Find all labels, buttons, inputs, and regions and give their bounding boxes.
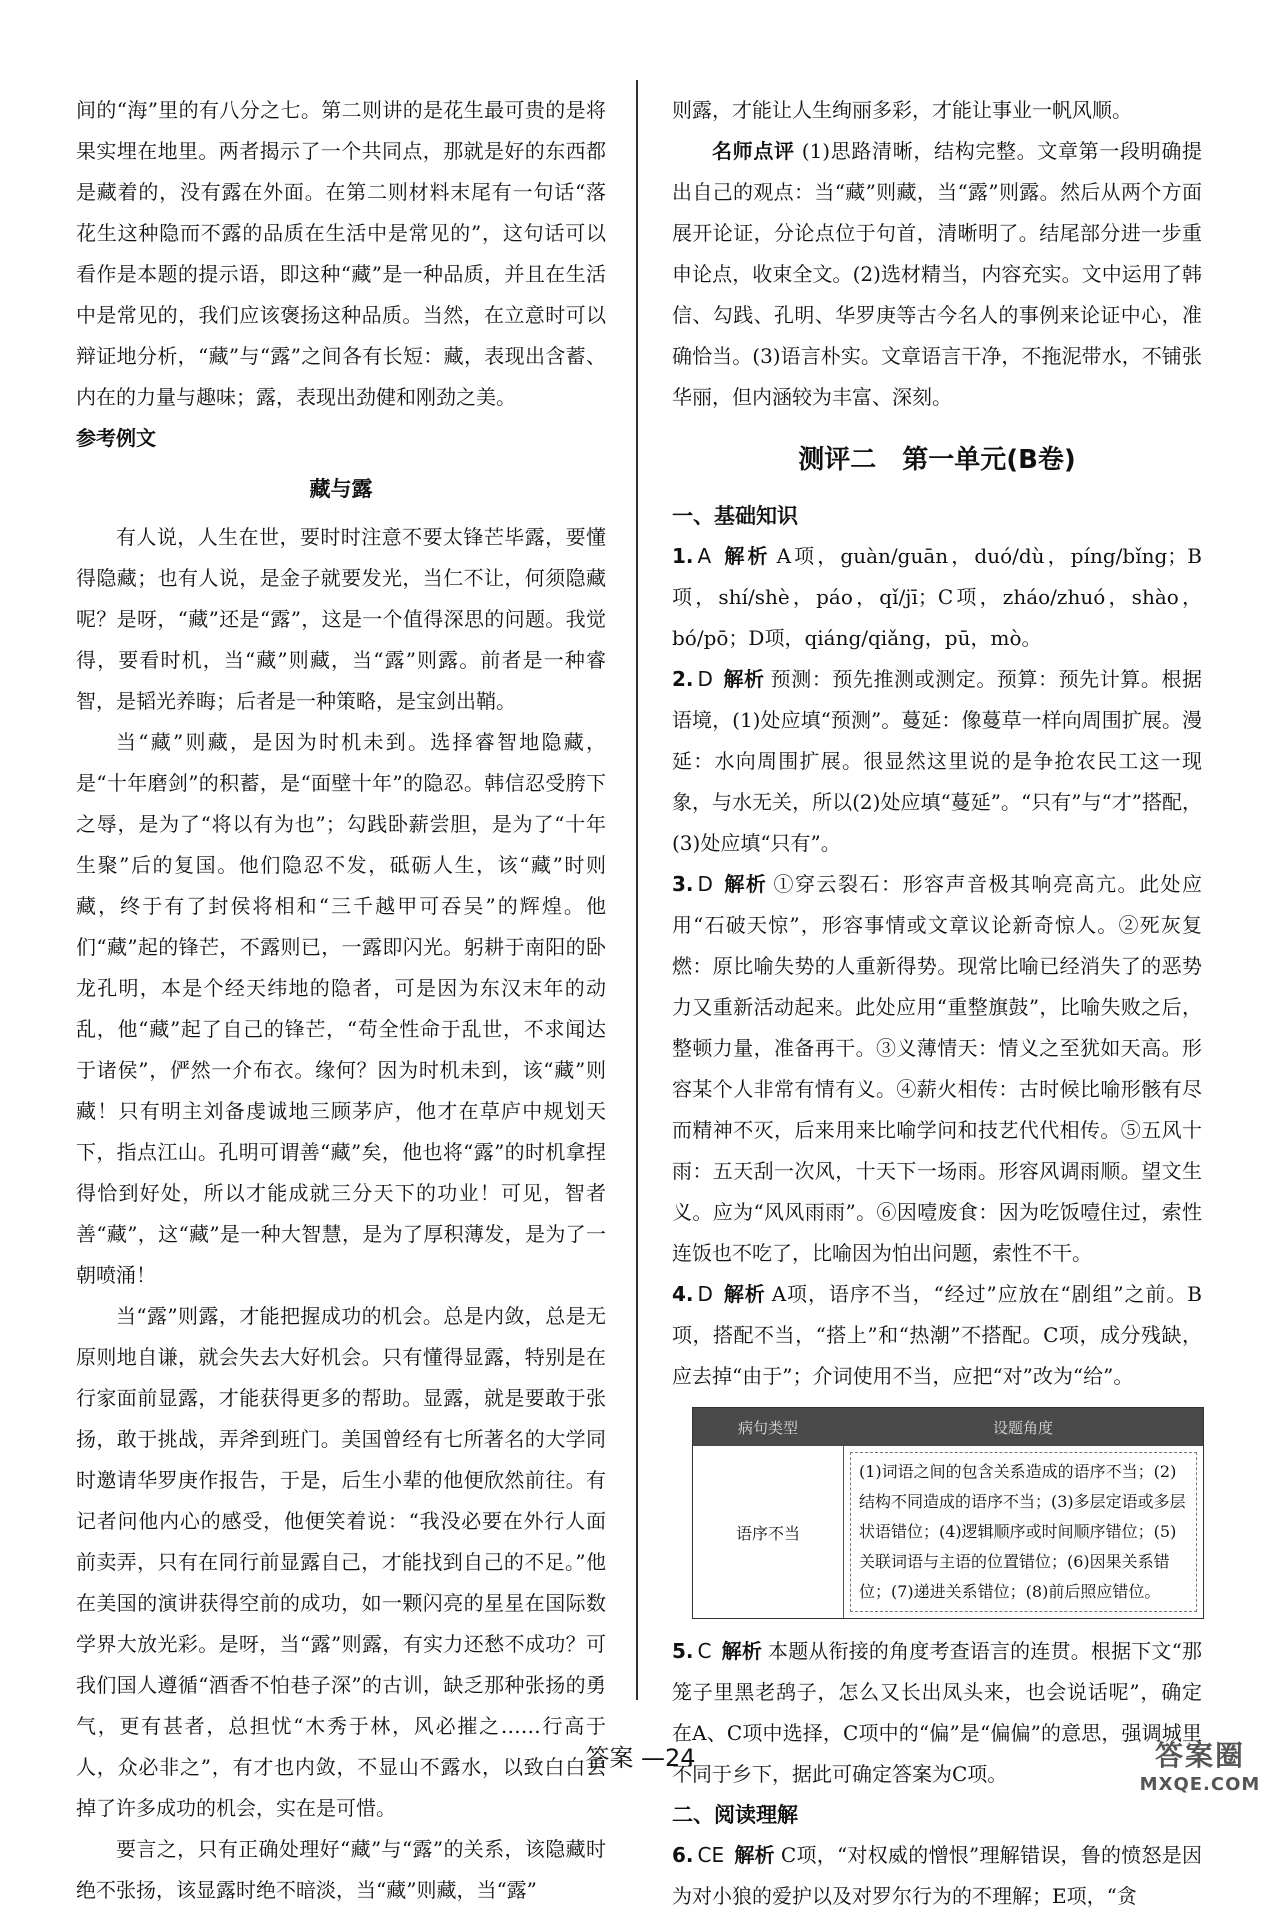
sentence-error-table [692,1407,1204,1619]
column-divider [636,80,638,1700]
question-1: 1. A 解析 A项，guàn/guān，duó/dù，píng/bǐng；B项，shí/shè，páo，qǐ/jī；C项，zháo/zhuó，shào，bó/pō；D项，qiáng/qiǎng，pū，mò。 [672,544,1202,650]
question-2: 2. D 解析 预测：预先推测或测定。预算：预先计算。根据语境，(1)处应填“预测”。蔓延：像蔓草一样向周围扩展。漫延：水向周围扩展。很显然这里说的是争抢农民工这一现象，与水无关，所以(2)处应填“蔓延”。“只有”与“才”搭配，(3)处应填“只有”。 [672,667,1203,855]
question-4: 4. D 解析 A项，语序不当，“经过”应放在“剧组”之前。B项，搭配不当，“搭上”和“热潮”不搭配。C项，成分残缺，应去掉“由于”；介词使用不当，应把“对”改为“给”。 [672,1282,1202,1388]
essay-conclusion: 则露，才能让人生绚丽多彩，才能让事业一帆风顺。 [672,98,1132,122]
question-3: 3. D 解析 ①穿云裂石：形容声音极其响亮高亢。此处应用“石破天惊”，形容事情或文章议论新奇惊人。②死灰复燃：原比喻失势的人重新得势。现常比喻已经消失了的恶势力又重新活动起来。此处应用“重整旗鼓”，比喻失败之后，整顿力量，准备再干。③义薄情天：情义之至犹如天高。形容某个人非常有情有义。④薪火相传：古时候比喻形骸有尽而精神不灭，后来用来比喻学问和技艺代代相传。⑤五风十雨：五天刮一次风，十天下一场雨。形容风调雨顺。望文生义。应为“风风雨雨”。⑥因噎废食：因为吃饭噎住过，索性连饭也不吃了，比喻因为怕出问题，索性不干。 [672,872,1203,1265]
question-6: 6. CE 解析 C项，“对权威的憎恨”理解错误，鲁的愤怒是因为对小狼的爱护以及对罗尔行为的不理解；E项，“贪 [672,1843,1202,1908]
page-footer: 答案 —24 [585,1744,696,1772]
teacher-comment-text: (1)思路清晰，结构完整。文章第一段明确提出自己的观点：当“藏”则藏，当“露”则露。然后从两个方面展开论证，分论点位于句首，清晰明了。结尾部分进一步重申论点，收束全文。(2)选材精当，内容充实。文中运用了韩信、勾践、孔明、华罗庚等古今名人的事例来论证中心，准确恰当。(3)语言朴实。文章语言干净，不拖泥带水，不铺张华丽，但内涵较为丰富、深刻。 [672,139,1203,409]
table-header-type: 病句类型 [737,1418,798,1437]
part-heading-basic: 一、基础知识 [672,504,798,528]
essay-paragraph-4: 要言之，只有正确处理好“藏”与“露”的关系，该隐藏时绝不张扬，该显露时绝不暗淡，当“藏”则藏，当“露” [76,1837,606,1902]
intro-paragraph: 间的“海”里的有八分之七。第二则讲的是花生最可贵的是将果实埋在地里。两者揭示了一个共同点，那就是好的东西都是藏着的，没有露在外面。在第二则材料末尾有一句话“落花生这种隐而不露的品质在生活中是常见的”，这句话可以看作是本题的提示语，即这种“藏”是一种品质，并且在生活中是常见的，我们应该褒扬这种品质。当然，在立意时可以辩证地分析，“藏”与“露”之间各有长短：藏，表现出含蓄、内在的力量与趣味；露，表现出劲健和刚劲之美。 [76,98,606,409]
left-column [76,90,606,1911]
watermark-logo: 答案圈 MXQE.COM [1139,1739,1261,1795]
reference-essay-label: 参考例文 [76,426,156,450]
right-column [672,90,1202,1917]
section-title: 测评二 第一单元(B卷) [798,445,1076,475]
essay-title: 藏与露 [309,477,373,501]
essay-paragraph-1: 有人说，人生在世，要时时注意不要太锋芒毕露，要懂得隐藏；也有人说，是金子就要发光，当仁不让，何须隐藏呢？是呀，“藏”还是“露”，这是一个值得深思的问题。我觉得，要看时机，当“藏”则藏，当“露”则露。前者是一种睿智，是韬光养晦；后者是一种策略，是宝剑出鞘。 [76,525,606,713]
part-heading-reading: 二、阅读理解 [672,1803,798,1827]
table-header [693,1408,1203,1446]
essay-paragraph-2: 当“藏”则藏，是因为时机未到。选择睿智地隐藏，是“十年磨剑”的积蓄，是“面壁十年”的隐忍。韩信忍受胯下之辱，是为了“将以有为也”；勾践卧薪尝胆，是为了“十年生聚”后的复国。他们隐忍不发，砥砺人生，该“藏”时则藏，终于有了封侯将相和“三千越甲可吞吴”的辉煌。他们“藏”起的锋芒，不露则已，一露即闪光。躬耕于南阳的卧龙孔明，本是个经天纬地的隐者，可是因为东汉末年的动乱，他“藏”起了自己的锋芒，“苟全性命于乱世，不求闻达于诸侯”，俨然一介布衣。缘何？因为时机未到，该“藏”则藏！只有明主刘备虔诚地三顾茅庐，他才在草庐中规划天下，指点江山。孔明可谓善“藏”矣，他也将“露”的时机拿捏得恰到好处，所以才能成就三分天下的功业！可见，智者善“藏”，这“藏”是一种大智慧，是为了厚积薄发，是为了一朝喷涌！ [76,730,606,1287]
teacher-comment [672,131,1202,418]
table-cell-angle: (1)词语之间的包含关系造成的语序不当；(2)结构不同造成的语序不当；(3)多层定语或多层状语错位；(4)逻辑顺序或时间顺序错位；(5)关联词语与主语的位置错位；(6)因果关系错位；(7)递进关系错位；(8)前后照应错位。 [850,1452,1197,1612]
table-row [693,1446,1203,1618]
essay-paragraph-3: 当“露”则露，才能把握成功的机会。总是内敛，总是无原则地自谦，就会失去大好机会。只有懂得显露，特别是在行家面前显露，才能获得更多的帮助。显露，就是要敢于张扬，敢于挑战，弄斧到班门。美国曾经有七所著名的大学同时邀请华罗庚作报告，于是，后生小辈的他便欣然前往。有记者问他内心的感受，他便笑着说：“我没必要在外行人面前卖弄，只有在同行前显露自己，才能找到自己的不足。”他在美国的演讲获得空前的成功，如一颗闪亮的星星在国际数学界大放光彩。是呀，当“露”则露，有实力还愁不成功？可我们国人遵循“酒香不怕巷子深”的古训，缺乏那种张扬的勇气，更有甚者，总担忧“木秀于林，风必摧之……行高于人，众必非之”，有才也内敛，不显山不露水，以致白白丢掉了许多成功的机会，实在是可惜。 [76,1304,606,1820]
teacher-comment-label: 名师点评 [712,139,795,163]
question-5: 5. C 解析 本题从衔接的角度考查语言的连贯。根据下文“那笼子里黑老鸹子，怎么又长出凤头来，也会说话呢”，确定在A、C项中选择，C项中的“偏”是“偏偏”的意思，强调城里不同于乡下，据此可确定答案为C项。 [672,1639,1203,1786]
table-cell-type: 语序不当 [693,1446,844,1618]
table-header-angle: 设题角度 [992,1418,1053,1437]
